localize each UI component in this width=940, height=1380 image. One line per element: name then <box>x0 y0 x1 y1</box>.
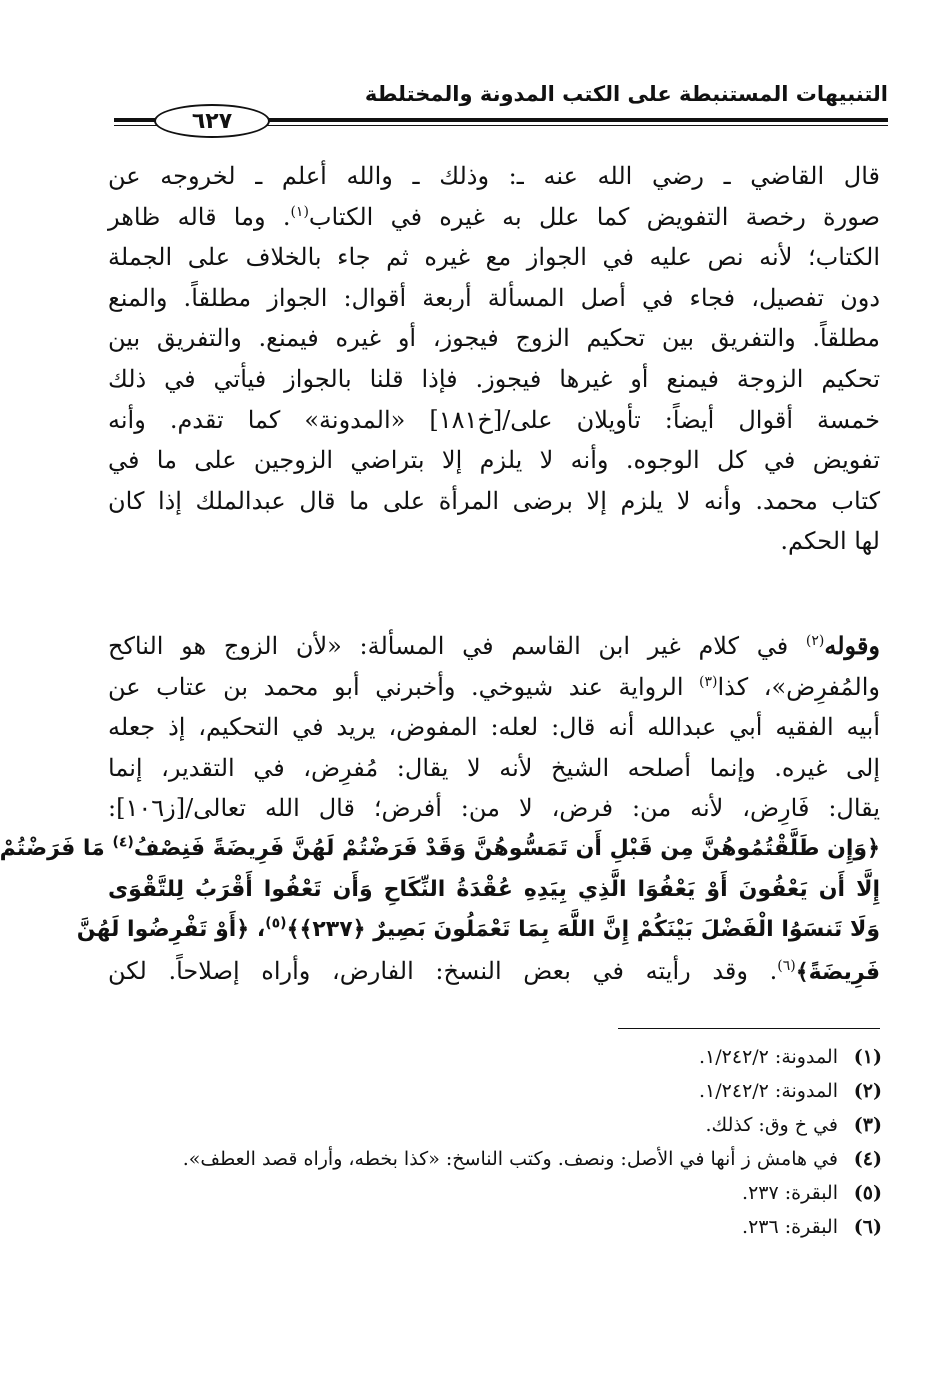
footnote <box>130 1074 882 1108</box>
text-line: والمُفرِض»، كذا$^{(٣)}$ الرواية عند شيوخي. وأخبرني أبو محمد بن عتاب عن <box>108 672 880 701</box>
text-line: تفويض في كل الوجوه. وأنه لا يلزم إلا بتراضي الزوجين على ما في <box>108 446 880 475</box>
footnote-text: المدونة: ١/٢٤٢/٢. <box>699 1080 838 1102</box>
footnote-text: البقرة: ٢٣٧. <box>742 1182 838 1204</box>
footnote-ref: (١) <box>290 203 309 220</box>
footnote-number: (٦) <box>853 1216 882 1238</box>
paragraph-1 <box>108 156 880 562</box>
footnote-ref: (٤) <box>112 834 134 851</box>
footnote-text: في هامش ز أنها في الأصل: ونصف. وكتب الناسخ: «كذا بخطه، وأراه قصد العطف». <box>182 1148 838 1170</box>
footnote-text: البقرة: ٢٣٦. <box>742 1216 838 1238</box>
text-line: كتاب محمد. وأنه لا يلزم إلا برضى المرأة على ما قال عبدالملك إذا كان <box>108 486 880 515</box>
footnote <box>130 1142 882 1176</box>
text-line: صورة رخصة التفويض كما علل به غيره في الكتاب$^{(١)}$. وما قاله ظاهر <box>108 202 880 231</box>
footnote-text: في خ وق: كذلك. <box>705 1114 838 1136</box>
text-line: يقال: فَارِض، لأنه من: فرض، لا من: أفرض؛ قال الله تعالى/[ز١٠٦]: <box>108 794 880 823</box>
text-line: مطلقاً. والتفريق بين تحكيم الزوج فيجوز، أو غيره فيمنع. والتفريق بين <box>108 324 880 353</box>
footnote-number: (٤) <box>853 1148 882 1170</box>
footnote-ref: (٢) <box>805 633 825 649</box>
text-line: لها الحكم. <box>780 527 880 556</box>
footnote-separator <box>618 1028 880 1029</box>
running-header <box>114 82 888 132</box>
paragraph-2 <box>0 626 880 991</box>
footnotes <box>130 1040 882 1244</box>
footnote <box>130 1040 882 1074</box>
lead-word: وقوله <box>824 631 880 660</box>
footnote-number: (١) <box>853 1046 882 1068</box>
text-line: خمسة أقوال أيضاً: تأويلان على/[خ١٨١] «المدونة» كما تقدم. وأنه <box>108 405 880 434</box>
footnote-number: (٣) <box>853 1114 882 1136</box>
footnote-text: المدونة: ١/٢٤٢/٢. <box>699 1046 838 1068</box>
quran-verse-line: ﴿وَإِن طَلَّقْتُمُوهُنَّ مِن قَبْلِ أَن تَمَسُّوهُنَّ وَقَدْ فَرَضْتُمْ لَهُنَّ فَرِيضَةً فَنِصْفُ$^{(٤)}$ مَا فَرَضْتُمْ <box>0 834 880 861</box>
footnote-number: (٢) <box>853 1080 882 1102</box>
footnote-ref: (٦) <box>777 957 796 974</box>
text-line: وقوله$^{(٢)}$ في كلام غير ابن القاسم في المسألة: «لأن الزوج هو الناكح <box>108 631 880 660</box>
footnote <box>130 1210 882 1244</box>
footnote-number: (٥) <box>853 1182 882 1204</box>
text-line: الكتاب؛ لأنه نص عليه في الجواز مع غيره ثم جاء بالخلاف على الجملة <box>108 243 880 272</box>
text-line: قال القاضي ـ رضي الله عنه ـ: وذلك ـ والله أعلم ـ لخروجه عن <box>108 162 880 190</box>
text-line: فَرِيضَةً﴾$^{(٦)}$. وقد رأيته في بعض النسخ: الفارض، وأراه إصلاحاً. لكن <box>108 956 880 985</box>
text-line: أبيه الفقيه أبي عبدالله أنه قال: لعله: المفوض، يريد في التحكيم، إذ جعله <box>108 713 880 742</box>
footnote <box>130 1108 882 1142</box>
quran-verse-line: وَلَا تَنسَوُا الْفَضْلَ بَيْنَكُمْ إِنَّ اللَّهَ بِمَا تَعْمَلُونَ بَصِيرٌ ﴿٢٣٧﴾﴾$^{(٥)}$، ﴿أَوْ تَفْرِضُوا لَهُنَّ <box>76 915 880 943</box>
footnote-ref: (٣) <box>699 673 718 690</box>
text-line: دون تفصيل، فجاء في أصل المسألة أربعة أقوال: الجواز مطلقاً. والمنع <box>108 283 880 312</box>
quran-verse-line: إِلَّا أَن يَعْفُونَ أَوْ يَعْفُوَا الَّذِي بِيَدِهِ عُقْدَةُ النِّكَاحِ وَأَن تَعْفُوا أَقْرَبُ لِلتَّقْوَى <box>108 876 880 902</box>
footnote <box>130 1176 882 1210</box>
text-line: تحكيم الزوجة فيمنع أو غيرها فيجوز. فإذا قلنا بالجواز فيأتي في ذلك <box>108 364 880 393</box>
footnote-ref: (٥) <box>265 915 287 932</box>
text-line: إلى غيره. وإنما أصلحه الشيخ لأنه لا يقال: مُفرِض، في التقدير، إنما <box>108 753 880 782</box>
header-title: التنبيهات المستنبطة على الكتب المدونة والمختلطة <box>364 82 888 106</box>
page-number: ٦٢٧ <box>154 104 270 138</box>
